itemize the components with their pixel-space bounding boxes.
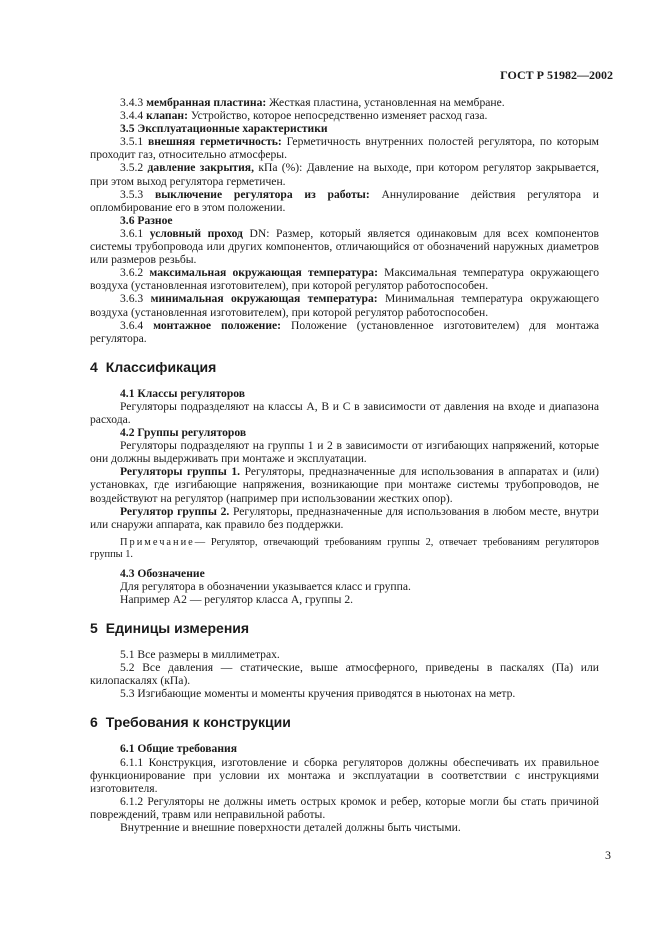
- clause-6-1-1: 6.1.1 Конструкция, изготовление и сборка регуляторов должны обеспечивать их правильное функционирование при условии их монтажа и эксплуатации в соответствии с инструкциями изготовителя.: [90, 755, 599, 795]
- note: [90, 537, 599, 561]
- clause-5-3: 5.3 Изгибающие моменты и моменты кручения приводятся в ньютонах на метр.: [120, 687, 516, 701]
- section-title: Единицы измерения: [105, 620, 250, 637]
- clause-text: Аннулирование действия регулятора и опломбирование его в этом положении.: [90, 187, 599, 214]
- clause-5-2: 5.2 Все давления — статические, выше атмосферного, приведены в паскалях (Па) или килопаскалях (кПа).: [90, 661, 599, 688]
- clause-3-6-4: [90, 319, 599, 345]
- group-term: Регуляторы группы 1.: [120, 465, 241, 479]
- clause-number: 3.4.4: [120, 109, 144, 123]
- page-content: [90, 96, 599, 834]
- clause-term: максимальная окружающая температура:: [149, 266, 378, 280]
- section-title: Классификация: [105, 358, 217, 375]
- clause-term: давление закрытия,: [147, 161, 254, 175]
- subsection-4-1-text: Регуляторы подразделяют на классы A, B и C в зависимости от давления на входе и диапазона расхода.: [90, 399, 599, 426]
- clause-3-6-1: [90, 227, 599, 266]
- clause-3-4-4: [90, 109, 599, 122]
- clause-term: выключение регулятора из работы:: [154, 187, 370, 201]
- clause-5-1: 5.1 Все размеры в миллиметрах.: [120, 648, 280, 662]
- clause-term: клапан:: [146, 109, 188, 123]
- group-text: Регуляторы, предназначенные для использования в любом месте, внутри или снаружи аппарата, как правило без поддержки.: [90, 504, 599, 531]
- clause-term: монтажное положение:: [153, 318, 282, 332]
- clause-number: 3.5.1: [120, 135, 144, 149]
- clause-text: Устройство, которое непосредственно изменяет расход газа.: [190, 109, 488, 123]
- subsection-3-6-title: 3.6 Разное: [120, 213, 173, 227]
- group-1-definition: [90, 465, 599, 504]
- subsection-4-2-text: Регуляторы подразделяют на группы 1 и 2 в зависимости от изгибающих напряжений, которые они должны выдерживать при монтаже и эксплуатации.: [90, 439, 599, 466]
- clause-3-5-2: [90, 161, 599, 187]
- clause-number: 3.5.3: [120, 187, 144, 201]
- clause-3-6-2: [90, 266, 599, 292]
- clause-number: 3.6.2: [120, 266, 144, 280]
- section-number: 5: [90, 620, 98, 637]
- clause-text: Герметичность внутренних полостей регулятора, по которым проходит газ, относительно атмосферы.: [90, 135, 600, 162]
- clause-text: Максимальная температура окружающего воздуха (установленная изготовителем), при которой регулятор работоспособен.: [90, 266, 599, 293]
- clause-text: Минимальная температура окружающего воздуха (установленная изготовителем), при которой регулятор работоспособен.: [90, 292, 599, 319]
- clause-3-6-3: [90, 292, 599, 318]
- clause-3-4-3: [90, 96, 599, 109]
- section-6-heading: [90, 714, 599, 730]
- section-4-heading: [90, 359, 599, 375]
- clause-term: условный проход: [149, 226, 243, 240]
- subsection-6-1-title: 6.1 Общие требования: [120, 742, 237, 756]
- standard-header: ГОСТ Р 51982—2002: [500, 68, 613, 82]
- clause-text: кПа (%): Давление на выходе, при котором регулятор закрывается, при этом выход регулятора герметичен.: [90, 161, 599, 188]
- clause-text: DN: Размер, который является одинаковым для всех компонентов системы трубопровода или других компонентов, отличающийся от обозначений наружных диаметров или размеров резьбы.: [90, 226, 599, 267]
- clause-text: Положение (установленное изготовителем) для монтажа регулятора.: [90, 318, 599, 345]
- clause-6-1-2: 6.1.2 Регуляторы не должны иметь острых кромок и ребер, которые могли бы стать причиной повреждений, травм или неправильной работы.: [90, 794, 599, 821]
- clause-term: внешняя герметичность:: [148, 135, 282, 149]
- clause-number: 3.6.4: [120, 318, 144, 332]
- clause-number: 3.6.1: [120, 226, 144, 240]
- clause-number: 3.4.3: [120, 96, 144, 109]
- subsection-4-3-text-2: Например A2 — регулятор класса A, группы 2.: [120, 593, 354, 606]
- section-5-heading: [90, 620, 599, 636]
- clause-6-1-2-continued: Внутренние и внешние поверхности деталей должны быть чистыми.: [120, 821, 461, 835]
- clause-3-5-1: [90, 135, 599, 161]
- clause-text: Жесткая пластина, установленная на мембране.: [269, 96, 505, 109]
- clause-number: 3.6.3: [120, 292, 144, 306]
- subsection-4-2-title: 4.2 Группы регуляторов: [120, 426, 247, 440]
- subsection-4-1-title: 4.1 Классы регуляторов: [120, 386, 246, 400]
- section-title: Требования к конструкции: [105, 714, 291, 731]
- clause-term: минимальная окружающая температура:: [150, 292, 378, 306]
- group-text: Регуляторы, предназначенные для использования в аппаратах и (или) установках, где изгибающие напряжения, возникающие при монтаже системы трубопроводов, не воздействуют на регулятор (например при использовании жестких опор).: [90, 465, 600, 505]
- page-number: 3: [605, 848, 611, 862]
- clause-number: 3.5.2: [120, 161, 144, 175]
- subsection-4-3-title: 4.3 Обозначение: [120, 566, 205, 580]
- clause-term: мембранная пластина:: [146, 96, 267, 109]
- note-label: Примечание: [120, 536, 195, 548]
- subsection-3-5-title: 3.5 Эксплуатационные характеристики: [120, 122, 328, 136]
- group-2-definition: [90, 505, 599, 531]
- subsection-4-3-text-1: Для регулятора в обозначении указывается класс и группа.: [120, 579, 411, 593]
- section-number: 4: [90, 358, 98, 375]
- group-term: Регулятор группы 2.: [120, 504, 230, 518]
- note-text: — Регулятор, отвечающий требованиям группы 2, отвечает требованиям регуляторов группы 1.: [90, 536, 599, 560]
- section-number: 6: [90, 714, 98, 731]
- clause-3-5-3: [90, 188, 599, 214]
